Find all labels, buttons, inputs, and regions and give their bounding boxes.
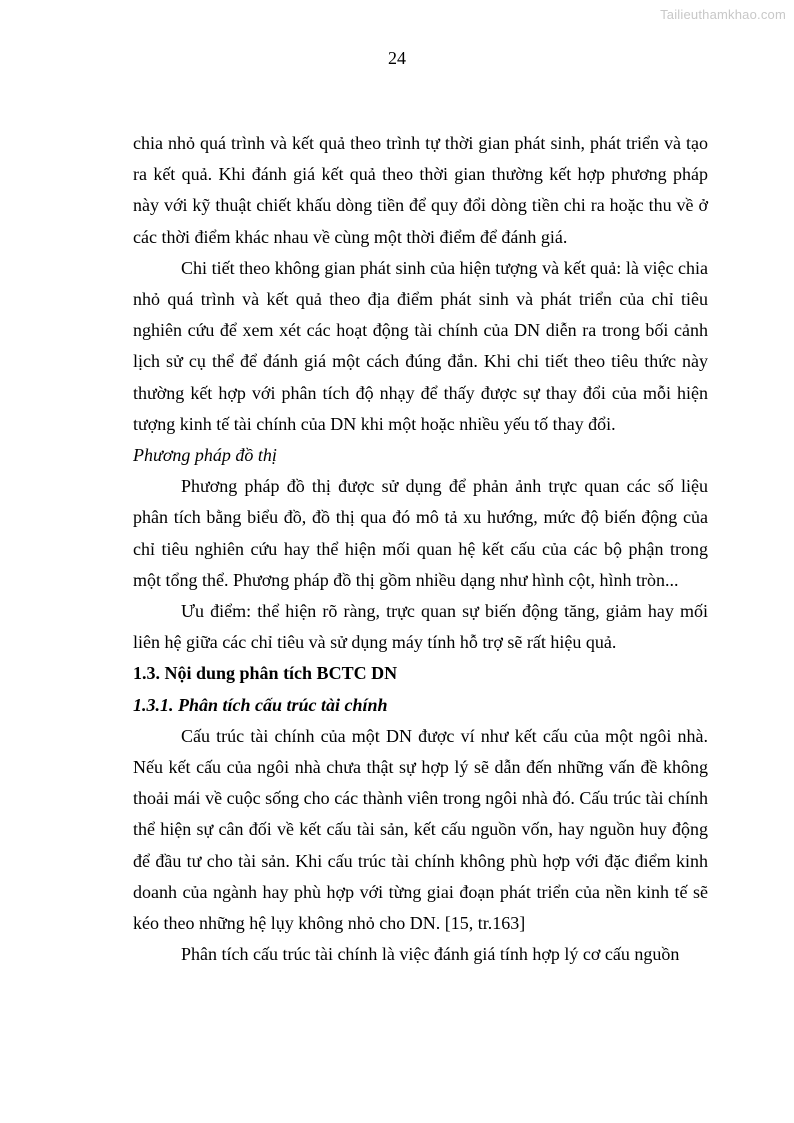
page-number: 24 (388, 48, 406, 68)
paragraph-structure-analysis: Phân tích cấu trúc tài chính là việc đánh giá tính hợp lý cơ cấu nguồn (181, 944, 680, 965)
paragraph-advantages: Ưu điểm: thể hiện rõ ràng, trực quan sự biến động tăng, giảm hay mối liên hệ giữa các chỉ tiêu và sử dụng máy tính hỗ trợ sẽ rất hiệu quả. (133, 601, 708, 653)
heading-graph-method: Phương pháp đồ thị (133, 445, 277, 466)
subsection-heading-1-3-1: 1.3.1. Phân tích cấu trúc tài chính (133, 694, 388, 715)
paragraph-graph-method: Phương pháp đồ thị được sử dụng để phản ảnh trực quan các số liệu phân tích bằng biểu đồ, đồ thị qua đó mô tả xu hướng, mức độ biến động của chỉ tiêu nghiên cứu hay thể hiện mối quan hệ kết cấu của các bộ phận trong một tổng thể. Phương pháp đồ thị gồm nhiều dạng như hình cột, hình tròn... (133, 476, 708, 590)
paragraph-space-detail: Chi tiết theo không gian phát sinh của hiện tượng và kết quả: là việc chia nhỏ quá trình và kết quả theo địa điểm phát sinh và phát triển của chỉ tiêu nghiên cứu để xem xét các hoạt động tài chính của DN diễn ra trong bối cảnh lịch sử cụ thể để đánh giá một cách đúng đắn. Khi chi tiết theo tiêu thức này thường kết hợp với phân tích độ nhạy để thấy được sự thay đổi của mỗi hiện tượng kinh tế tài chính của DN khi một hoặc nhiều yếu tố thay đổi. (133, 257, 708, 434)
paragraph-time-detail-continued: chia nhỏ quá trình và kết quả theo trình tự thời gian phát sinh, phát triển và tạo ra kết quả. Khi đánh giá kết quả theo thời gian thường kết hợp phương pháp này với kỹ thuật chiết khấu dòng tiền để quy đổi dòng tiền chi ra hoặc thu về ở các thời điểm khác nhau về cùng một thời điểm để đánh giá. (133, 133, 708, 247)
section-heading-1-3: 1.3. Nội dung phân tích BCTC DN (133, 663, 398, 684)
paragraph-financial-structure: Cấu trúc tài chính của một DN được ví như kết cấu của một ngôi nhà. Nếu kết cấu của ngôi nhà chưa thật sự hợp lý sẽ dẫn đến những vấn đề không thoải mái về cuộc sống cho các thành viên trong ngôi nhà đó. Cấu trúc tài chính thể hiện sự cân đối về kết cấu tài sản, kết cấu nguồn vốn, hay nguồn huy động để đầu tư cho tài sản. Khi cấu trúc tài chính không phù hợp với đặc điểm kinh doanh của ngành hay phù hợp với từng giai đoạn phát triển của nền kinh tế sẽ kéo theo những hệ lụy không nhỏ cho DN. [15, tr.163] (133, 725, 708, 934)
document-body (133, 128, 708, 970)
watermark: Tailieuthamkhao.com (660, 7, 786, 22)
